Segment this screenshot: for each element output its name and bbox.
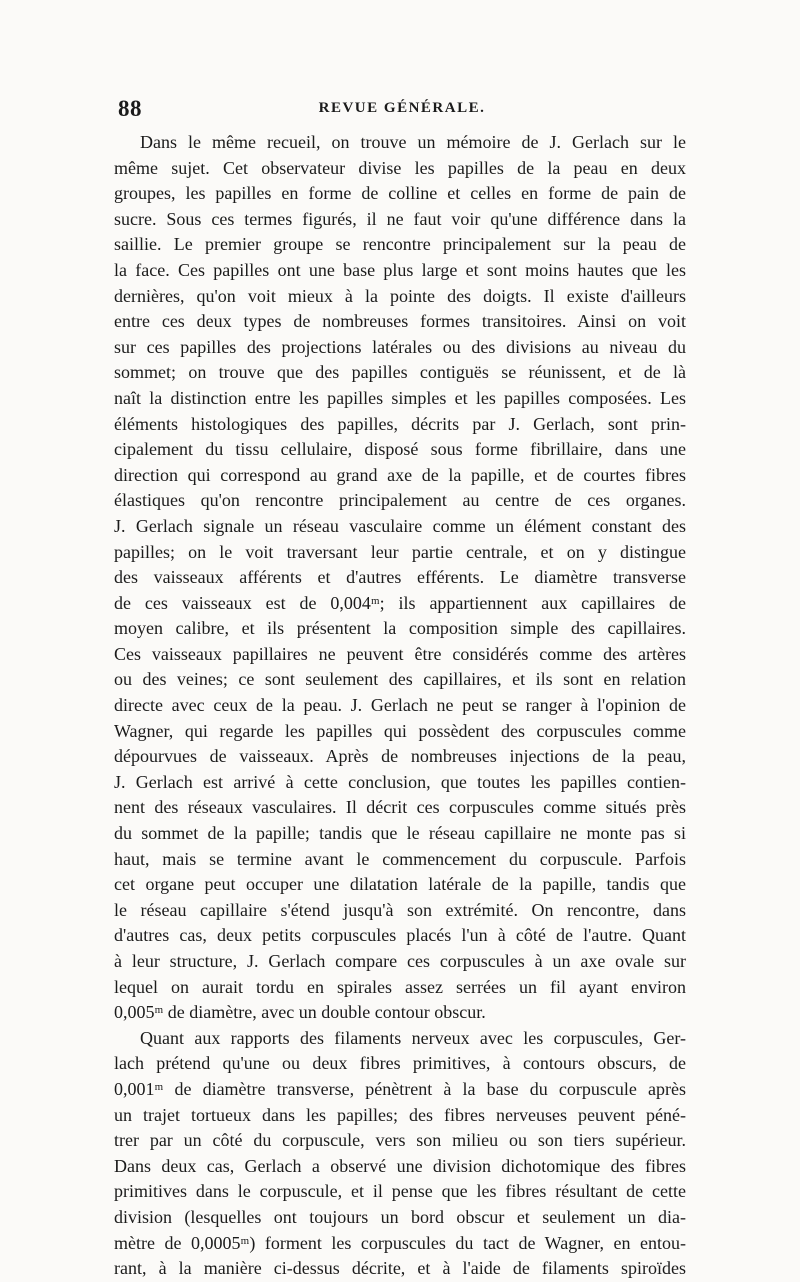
text-line: cet organe peut occuper une dilatation latérale de la papille, tandis que bbox=[114, 874, 686, 895]
text-line: rant, à la manière ci-dessus décrite, et à l'aide de filaments spiroïdes bbox=[114, 1258, 686, 1279]
text-line: éléments histologiques des papilles, décrits par J. Gerlach, sont prin- bbox=[114, 413, 686, 434]
running-head: REVUE GÉNÉRALE. bbox=[318, 100, 486, 116]
text-line: primitives dans le corpuscule, et il pense que les fibres résultant de cette bbox=[114, 1181, 686, 1202]
text-line: Ces vaisseaux papillaires ne peuvent être considérés comme des artères bbox=[114, 643, 686, 664]
text-line: mètre de 0,0005ᵐ) forment les corpuscules du tact de Wagner, en entou- bbox=[114, 1232, 686, 1253]
text-line: sur ces papilles des projections latérales ou des divisions au niveau du bbox=[114, 336, 686, 357]
text-line: sommet; on trouve que des papilles contiguës se réunissent, et de là bbox=[114, 362, 686, 383]
text-line: haut, mais se termine avant le commencement du corpuscule. Parfois bbox=[114, 848, 686, 869]
text-line: trer par un côté du corpuscule, vers son milieu ou son tiers supérieur. bbox=[114, 1130, 686, 1151]
text-line: élastiques qu'on rencontre principalement au centre de ces organes. bbox=[114, 490, 686, 511]
text-line: J. Gerlach signale un réseau vasculaire comme un élément constant des bbox=[114, 515, 686, 536]
text-line: entre ces deux types de nombreuses formes transitoires. Ainsi on voit bbox=[114, 311, 686, 332]
text-line: direction qui correspond au grand axe de la papille, et de courtes fibres bbox=[114, 464, 686, 485]
text-line: Dans deux cas, Gerlach a observé une division dichotomique des fibres bbox=[114, 1155, 686, 1176]
text-line: dépourvues de vaisseaux. Après de nombreuses injections de la peau, bbox=[114, 746, 686, 767]
text-line: à leur structure, J. Gerlach compare ces corpuscules à un axe ovale sur bbox=[114, 951, 686, 971]
text-line: Wagner, qui regarde les papilles qui possèdent des corpuscules comme bbox=[114, 720, 686, 741]
text-line: directe avec ceux de la peau. J. Gerlach ne peut se ranger à l'opinion de bbox=[114, 695, 686, 716]
page-number: 88 bbox=[118, 96, 142, 121]
text-line: division (lesquelles ont toujours un bord obscur et seulement un dia- bbox=[114, 1206, 686, 1227]
text-line: d'autres cas, deux petits corpuscules placés l'un à côté de l'autre. Quant bbox=[114, 925, 686, 946]
text-line: la face. Ces papilles ont une base plus large et sont moins hautes que les bbox=[114, 259, 686, 280]
text-line: sucre. Sous ces termes figurés, il ne faut voir qu'une différence dans la bbox=[114, 208, 686, 229]
text-line: groupes, les papilles en forme de colline et celles en forme de pain de bbox=[114, 183, 686, 204]
text-line: de ces vaisseaux est de 0,004ᵐ; ils appartiennent aux capillaires de bbox=[114, 592, 686, 613]
text-line: cipalement du tissu cellulaire, disposé sous forme fibrillaire, dans une bbox=[114, 439, 686, 460]
text-line: naît la distinction entre les papilles simples et les papilles composées. Les bbox=[114, 387, 686, 408]
text-line: 0,005ᵐ de diamètre, avec un double contour obscur. bbox=[114, 1002, 486, 1023]
page-header bbox=[112, 96, 692, 126]
text-line: saillie. Le premier groupe se rencontre principalement sur la peau de bbox=[114, 234, 686, 255]
text-line: dernières, qu'on voit mieux à la pointe des doigts. Il existe d'ailleurs bbox=[114, 285, 686, 306]
text-line: 0,001ᵐ de diamètre transverse, pénètrent à la base du corpuscule après bbox=[114, 1078, 686, 1099]
text-line: du sommet de la papille; tandis que le réseau capillaire ne monte pas si bbox=[114, 823, 686, 844]
text-line: nent des réseaux vasculaires. Il décrit ces corpuscules comme situés près bbox=[114, 797, 686, 818]
body-text bbox=[114, 130, 686, 1282]
text-line: même sujet. Cet observateur divise les papilles de la peau en deux bbox=[114, 157, 686, 178]
text-line: des vaisseaux afférents et d'autres efférents. Le diamètre transverse bbox=[114, 567, 686, 588]
text-line: Quant aux rapports des filaments nerveux avec les corpuscules, Ger- bbox=[140, 1027, 686, 1048]
text-line: papilles; on le voit traversant leur partie centrale, et on y distingue bbox=[114, 541, 686, 562]
text-line: Dans le même recueil, on trouve un mémoire de J. Gerlach sur le bbox=[140, 132, 686, 152]
text-line: lach prétend qu'une ou deux fibres primitives, à contours obscurs, de bbox=[114, 1053, 686, 1074]
text-line: ou des veines; ce sont seulement des capillaires, et ils sont en relation bbox=[114, 669, 686, 690]
text-line: J. Gerlach est arrivé à cette conclusion, que toutes les papilles contien- bbox=[114, 771, 686, 792]
text-line: lequel on aurait tordu en spirales assez serrées un fil ayant environ bbox=[114, 976, 686, 997]
text-line: le réseau capillaire s'étend jusqu'à son extrémité. On rencontre, dans bbox=[114, 899, 686, 920]
text-line: un trajet tortueux dans les papilles; des fibres nerveuses peuvent péné- bbox=[114, 1104, 686, 1125]
text-line: moyen calibre, et ils présentent la composition simple des capillaires. bbox=[114, 618, 686, 639]
